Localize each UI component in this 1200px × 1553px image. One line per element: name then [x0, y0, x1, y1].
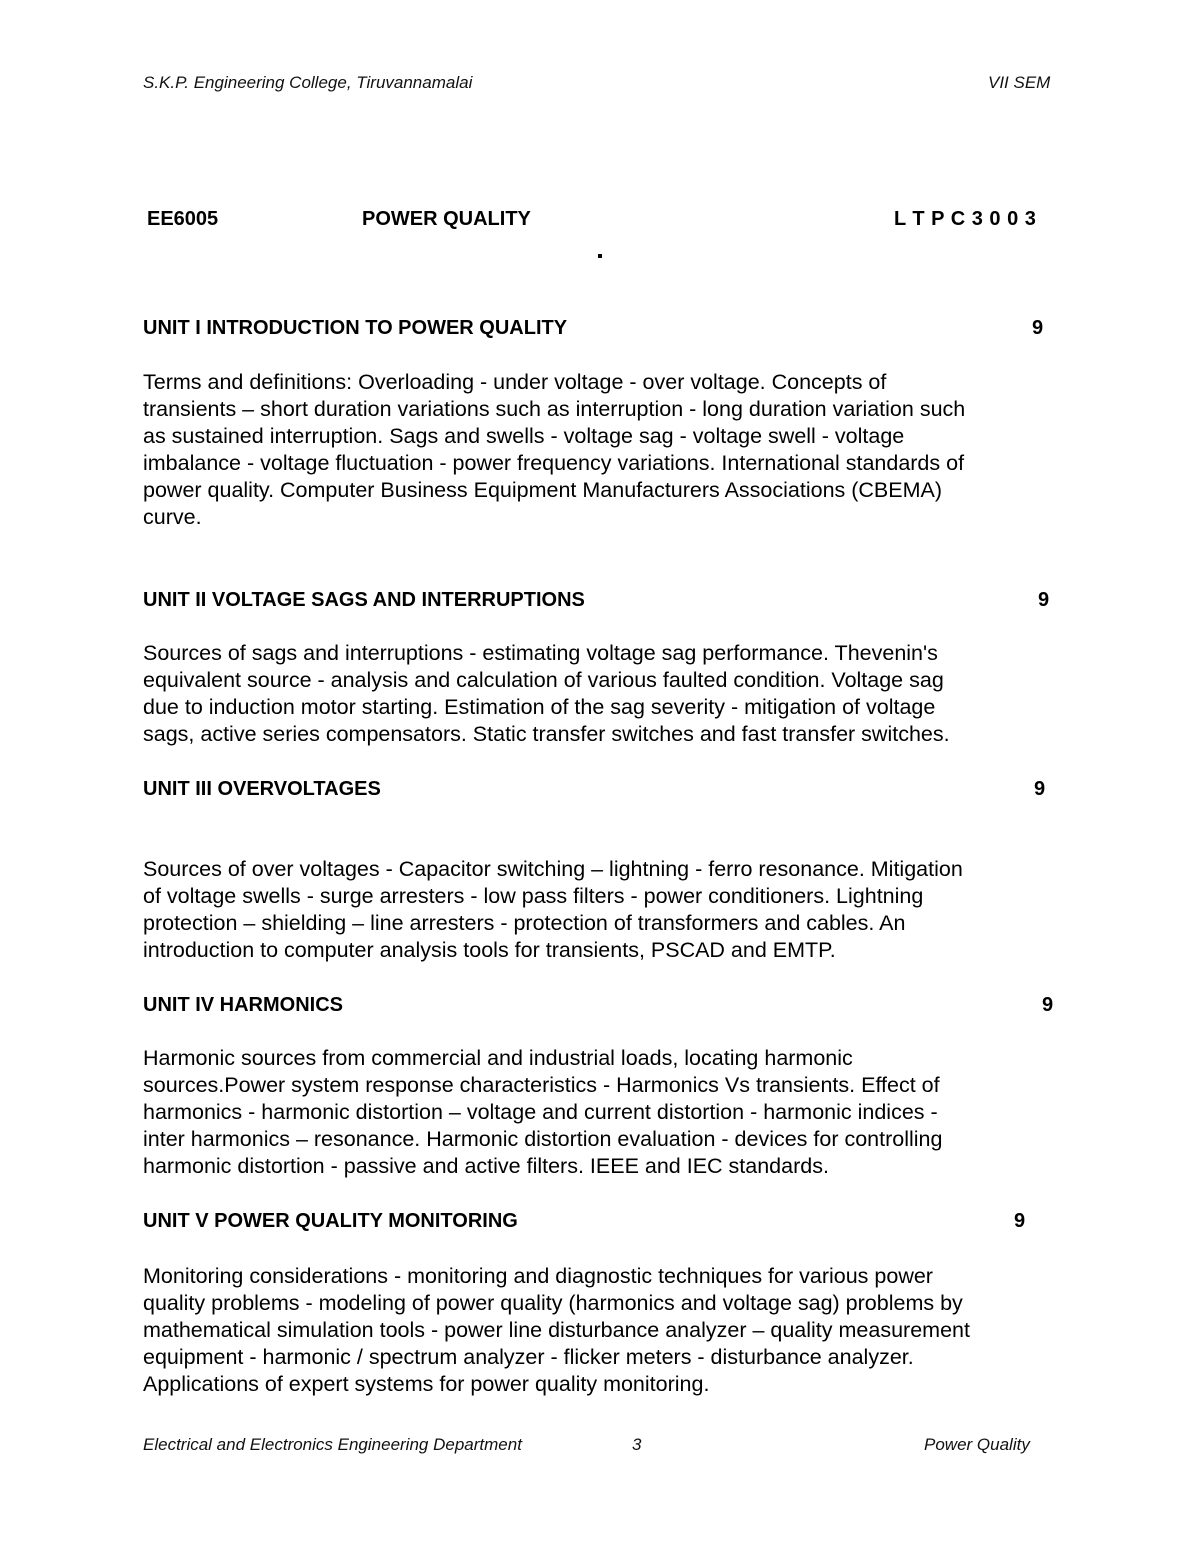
unit-4-description	[143, 1045, 1058, 1180]
unit-5-hours: 9	[1014, 1210, 1026, 1232]
course-ltpc: L T P C 3 0 0 3	[894, 208, 1037, 230]
unit-4-line: inter harmonics – resonance. Harmonic distortion evaluation - devices for controlling	[143, 1127, 943, 1151]
unit-1-line: transients – short duration variations such as interruption - long duration variation such	[143, 397, 966, 421]
footer-page-number: 3	[632, 1435, 642, 1454]
unit-1-line: power quality. Computer Business Equipment Manufacturers Associations (CBEMA)	[143, 478, 943, 502]
unit-5-description	[143, 1263, 1058, 1398]
unit-5-line: quality problems - modeling of power quality (harmonics and voltage sag) problems by	[143, 1291, 963, 1315]
unit-1-description	[143, 369, 1058, 531]
footer-subject: Power Quality	[924, 1435, 1030, 1454]
unit-4-line: harmonics - harmonic distortion – voltage and current distortion - harmonic indices -	[143, 1100, 938, 1124]
unit-2-title: UNIT II VOLTAGE SAGS AND INTERRUPTIONS	[143, 589, 585, 611]
unit-2-description	[143, 640, 1058, 748]
unit-4-hours: 9	[1042, 994, 1054, 1016]
course-code: EE6005	[147, 208, 219, 230]
unit-1-line: curve.	[143, 505, 202, 529]
unit-5-line: Applications of expert systems for power quality monitoring.	[143, 1372, 710, 1396]
unit-3-line: protection – shielding – line arresters - protection of transformers and cables. An	[143, 911, 906, 935]
header-college: S.K.P. Engineering College, Tiruvannamalai	[143, 73, 473, 92]
course-title: POWER QUALITY	[362, 208, 531, 230]
unit-4-line: Harmonic sources from commercial and industrial loads, locating harmonic	[143, 1046, 853, 1070]
unit-4-line: harmonic distortion - passive and active filters. IEEE and IEC standards.	[143, 1154, 829, 1178]
footer-department: Electrical and Electronics Engineering Department	[143, 1435, 522, 1454]
unit-2-line: Sources of sags and interruptions - estimating voltage sag performance. Thevenin's	[143, 641, 938, 665]
unit-5-line: Monitoring considerations - monitoring and diagnostic techniques for various power	[143, 1264, 933, 1288]
unit-1-title: UNIT I INTRODUCTION TO POWER QUALITY	[143, 317, 568, 339]
unit-3-line: introduction to computer analysis tools for transients, PSCAD and EMTP.	[143, 938, 836, 962]
unit-1-line: as sustained interruption. Sags and swells - voltage sag - voltage swell - voltage	[143, 424, 905, 448]
unit-2-line: sags, active series compensators. Static transfer switches and fast transfer switches.	[143, 722, 950, 746]
stray-dot	[598, 254, 602, 258]
unit-3-description	[143, 856, 1058, 964]
unit-2-line: equivalent source - analysis and calculation of various faulted condition. Voltage sag	[143, 668, 944, 692]
unit-1-hours: 9	[1032, 317, 1044, 339]
unit-2-hours: 9	[1038, 589, 1050, 611]
unit-2-line: due to induction motor starting. Estimation of the sag severity - mitigation of voltage	[143, 695, 936, 719]
unit-3-hours: 9	[1034, 778, 1046, 800]
unit-5-line: mathematical simulation tools - power line disturbance analyzer – quality measurement	[143, 1318, 970, 1342]
unit-1-line: imbalance - voltage fluctuation - power frequency variations. International standards of	[143, 451, 965, 475]
unit-3-title: UNIT III OVERVOLTAGES	[143, 778, 381, 800]
unit-3-line: Sources of over voltages - Capacitor switching – lightning - ferro resonance. Mitigation	[143, 857, 963, 881]
unit-3-line: of voltage swells - surge arresters - low pass filters - power conditioners. Lightning	[143, 884, 924, 908]
unit-5-line: equipment - harmonic / spectrum analyzer - flicker meters - disturbance analyzer.	[143, 1345, 914, 1369]
unit-4-line: sources.Power system response characteristics - Harmonics Vs transients. Effect of	[143, 1073, 940, 1097]
header-semester: VII SEM	[988, 73, 1051, 92]
unit-1-line: Terms and definitions: Overloading - under voltage - over voltage. Concepts of	[143, 370, 887, 394]
unit-4-title: UNIT IV HARMONICS	[143, 994, 343, 1016]
unit-5-title: UNIT V POWER QUALITY MONITORING	[143, 1210, 518, 1232]
